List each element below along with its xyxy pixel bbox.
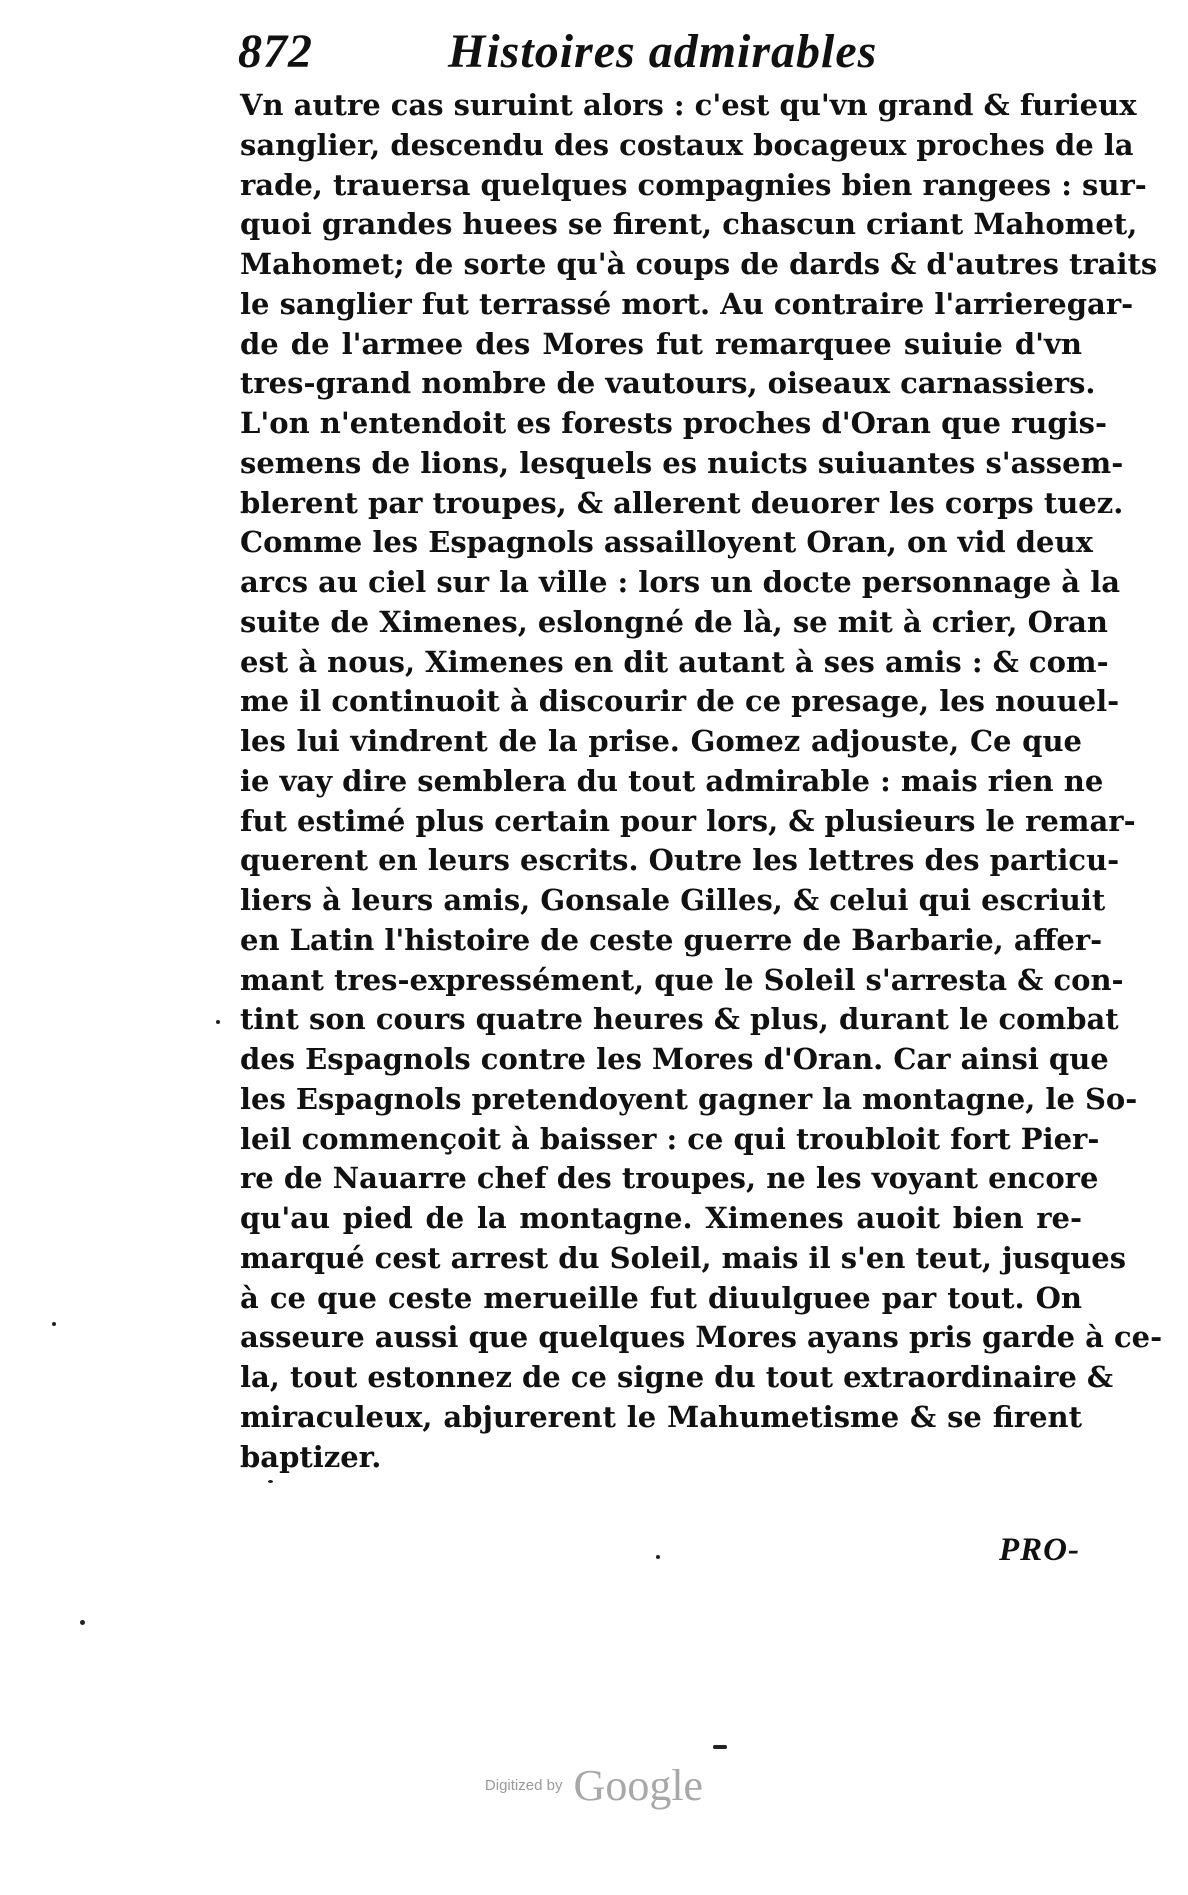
text-line: mant tres-expressément, que le Soleil s'arresta & con- — [240, 962, 1124, 997]
ink-speck — [713, 1745, 727, 1749]
text-line: Vn autre cas suruint alors : c'est qu'vn grand & furieux — [240, 88, 1137, 122]
text-line: semens de lions, lesquels es nuicts suiuantes s'assem- — [240, 445, 1124, 480]
ink-speck — [80, 1620, 85, 1625]
ink-speck — [268, 1480, 273, 1483]
text-line: qu'au pied de la montagne. Ximenes auoit bien re- — [240, 1201, 1082, 1235]
ink-speck — [656, 1555, 660, 1559]
text-line: arcs au ciel sur la ville : lors un docte personnage à la — [240, 565, 1120, 599]
text-line: liers à leurs amis, Gonsale Gilles, & celui qui escriuit — [240, 883, 1106, 917]
digitized-by-google-watermark — [0, 1760, 1188, 1811]
text-line: marqué cest arrest du Soleil, mais il s'en teut, jusques — [240, 1240, 1127, 1275]
ink-speck — [52, 1322, 56, 1326]
text-line: fut estimé plus certain pour lors, & plusieurs le remar- — [240, 803, 1136, 838]
text-line: L'on n'entendoit es forests proches d'Oran que rugis- — [240, 406, 1108, 440]
text-line: miraculeux, abjurerent le Mahumetisme & se firent — [240, 1399, 1082, 1434]
text-line: tint son cours quatre heures & plus, durant le combat — [240, 1002, 1119, 1037]
text-line: rade, trauersa quelques compagnies bien rangees : sur- — [240, 167, 1147, 202]
text-line: est à nous, Ximenes en dit autant à ses amis : & com- — [240, 644, 1109, 679]
text-line: la, tout estonnez de ce signe du tout extraordinaire & — [240, 1360, 1114, 1394]
text-line: tres-grand nombre de vautours, oiseaux carnassiers. — [240, 366, 1096, 401]
text-line: de de l'armee des Mores fut remarquee suiuie d'vn — [240, 326, 1082, 361]
text-line: me il continuoit à discourir de ce presage, les nouuel- — [240, 684, 1120, 719]
text-line: suite de Ximenes, eslongné de là, se mit à crier, Oran — [240, 604, 1108, 639]
running-head — [238, 18, 958, 88]
ink-speck — [216, 1020, 220, 1024]
text-line: querent en leurs escrits. Outre les lettres des particu- — [240, 843, 1120, 878]
text-line: à ce que ceste merueille fut diuulguee par tout. On — [240, 1280, 1082, 1315]
text-line: ie vay dire semblera du tout admirable : mais rien ne — [240, 763, 1104, 798]
digitized-label: Digitized by — [484, 1777, 563, 1794]
google-logo: Google — [573, 1761, 704, 1810]
text-line: baptizer. — [240, 1439, 382, 1474]
text-line: le sanglier fut terrassé mort. Au contraire l'arrieregar- — [240, 286, 1134, 321]
text-line: quoi grandes huees se firent, chascun criant Mahomet, — [240, 207, 1138, 242]
text-line: Comme les Espagnols assailloyent Oran, on vid deux — [240, 525, 1093, 560]
text-line: Mahomet; de sorte qu'à coups de dards & d'autres traits — [240, 247, 1158, 281]
text-line: sanglier, descendu des costaux bocageux proches de la — [240, 127, 1134, 162]
text-line: re de Nauarre chef des troupes, ne les voyant encore — [240, 1161, 1099, 1196]
text-line: les lui vindrent de la prise. Gomez adjouste, Ce que — [240, 724, 1082, 758]
text-line: asseure aussi que quelques Mores ayans pris garde à ce- — [240, 1320, 1163, 1355]
body-text — [240, 86, 1163, 1477]
catchword: PRO- — [999, 1532, 1080, 1568]
page-number: 872 — [238, 25, 313, 78]
text-line: leil commençoit à baisser : ce qui troubloit fort Pier- — [240, 1121, 1100, 1156]
text-line: les Espagnols pretendoyent gagner la montagne, le So- — [240, 1081, 1138, 1116]
text-line: en Latin l'histoire de ceste guerre de Barbarie, affer- — [240, 922, 1103, 957]
text-line: des Espagnols contre les Mores d'Oran. Car ainsi que — [240, 1042, 1109, 1076]
running-title: Histoires admirables — [448, 25, 878, 78]
text-line: blerent par troupes, & allerent deuorer les corps tuez. — [240, 485, 1124, 520]
